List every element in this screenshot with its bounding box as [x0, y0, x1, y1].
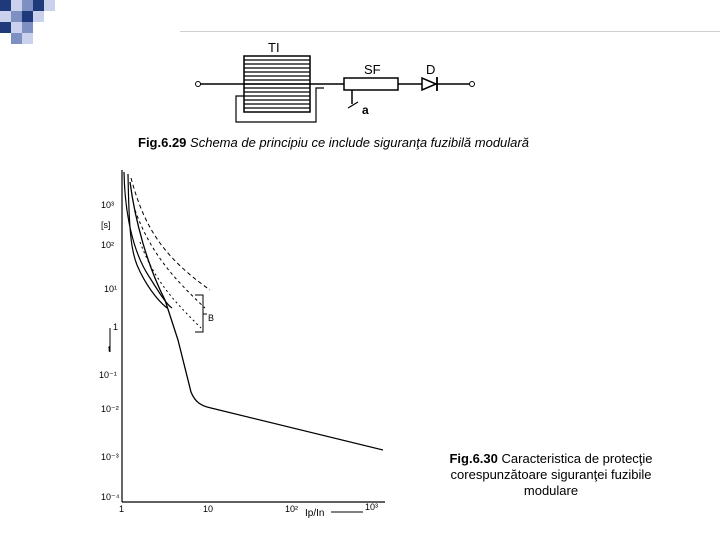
decor-square: [22, 22, 33, 33]
x-axis-label: Ip/In: [305, 508, 325, 519]
decor-square: [11, 22, 22, 33]
corner-decoration: [0, 0, 180, 60]
y-tick-label: 10⁻²: [101, 404, 119, 414]
terminal-right: [470, 82, 475, 87]
fuse-schematic: [190, 38, 490, 130]
decor-square: [44, 0, 55, 11]
decor-square: [11, 0, 22, 11]
decor-square: [22, 0, 33, 11]
y-tick-label: 10⁻³: [101, 452, 119, 462]
fig30-caption-number: Fig.6.30: [449, 451, 498, 466]
fig29-caption: [138, 135, 529, 151]
x-tick-label: 10³: [365, 502, 379, 512]
decor-square: [11, 11, 22, 22]
fig29-caption-text: Schema de principiu ce include siguranţa fuzibilă modulară: [190, 135, 529, 150]
fig29-caption-number: Fig.6.29: [138, 135, 187, 150]
protection-characteristic-chart: [95, 160, 395, 520]
decor-square: [0, 22, 11, 33]
bracket-b: [195, 295, 203, 332]
y-tick-label: 1: [113, 322, 119, 332]
aux-loop: [236, 88, 324, 122]
y-tick-label: 10¹: [104, 284, 118, 294]
curve-dashed-2: [135, 210, 205, 308]
diode-d: [422, 78, 436, 90]
decor-square: [33, 11, 44, 22]
decor-square: [22, 33, 33, 44]
x-tick-label: 1: [119, 504, 125, 514]
x-tick-label: 10²: [285, 504, 299, 514]
y-tick-label: 10²: [101, 240, 115, 250]
label-sf: SF: [364, 62, 381, 77]
fuse-sf: [344, 78, 398, 90]
y-unit: [s]: [101, 220, 111, 230]
fig30-caption-text: Caracteristica de protecţie corespunzătoare siguranţei fuzibile modulare: [450, 451, 653, 498]
y-tick-label: 10⁻¹: [99, 370, 117, 380]
decor-square: [33, 0, 44, 11]
contact-a-arm: [348, 102, 358, 108]
group-label-b: B: [208, 313, 215, 323]
fig30-caption: [428, 451, 674, 499]
y-tick-label: 10³: [101, 200, 115, 210]
label-d: D: [426, 62, 436, 77]
y-tick-label: 10⁻⁴: [101, 492, 120, 502]
label-a: a: [362, 103, 369, 117]
decor-square: [0, 11, 11, 22]
y-axis-label: t: [108, 344, 111, 354]
x-tick-label: 10: [203, 504, 214, 514]
curve-dashed-1: [131, 178, 210, 290]
label-ti: TI: [268, 40, 280, 55]
terminal-left: [196, 82, 201, 87]
decor-square: [0, 0, 11, 11]
decor-square: [22, 11, 33, 22]
top-rule: [180, 31, 720, 32]
curve-main: [130, 182, 383, 450]
decor-square: [11, 33, 22, 44]
